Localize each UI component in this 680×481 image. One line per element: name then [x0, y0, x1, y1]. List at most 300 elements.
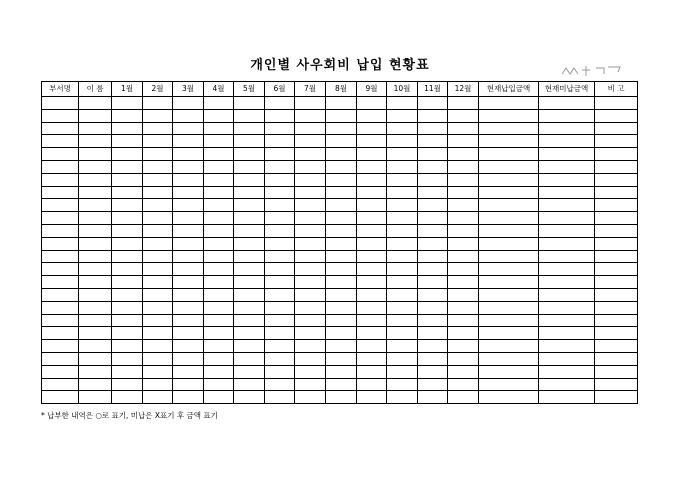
table-cell[interactable]: [479, 160, 539, 173]
table-cell[interactable]: [357, 160, 387, 173]
table-cell[interactable]: [234, 263, 265, 276]
table-cell[interactable]: [112, 199, 143, 212]
table-cell[interactable]: [387, 148, 418, 161]
table-cell[interactable]: [234, 314, 265, 327]
table-cell[interactable]: [173, 199, 204, 212]
table-cell[interactable]: [112, 148, 143, 161]
table-cell[interactable]: [539, 199, 595, 212]
table-cell[interactable]: [326, 365, 357, 378]
table-cell[interactable]: [418, 122, 448, 135]
table-cell[interactable]: [173, 327, 204, 340]
table-cell[interactable]: [204, 365, 234, 378]
table-cell[interactable]: [79, 250, 112, 263]
table-cell[interactable]: [595, 135, 638, 148]
table-cell[interactable]: [204, 276, 234, 289]
table-cell[interactable]: [234, 186, 265, 199]
table-cell[interactable]: [295, 237, 326, 250]
table-cell[interactable]: [418, 301, 448, 314]
table-cell[interactable]: [112, 288, 143, 301]
table-cell[interactable]: [79, 148, 112, 161]
table-cell[interactable]: [204, 135, 234, 148]
table-cell[interactable]: [479, 135, 539, 148]
table-cell[interactable]: [295, 301, 326, 314]
table-cell[interactable]: [539, 263, 595, 276]
table-cell[interactable]: [357, 224, 387, 237]
table-cell[interactable]: [79, 212, 112, 225]
table-cell[interactable]: [595, 224, 638, 237]
table-cell[interactable]: [448, 199, 479, 212]
table-cell[interactable]: [204, 186, 234, 199]
table-cell[interactable]: [295, 276, 326, 289]
table-cell[interactable]: [448, 109, 479, 122]
table-cell[interactable]: [326, 276, 357, 289]
table-cell[interactable]: [357, 135, 387, 148]
table-cell[interactable]: [387, 327, 418, 340]
table-cell[interactable]: [42, 263, 79, 276]
table-cell[interactable]: [42, 186, 79, 199]
table-cell[interactable]: [418, 97, 448, 110]
table-cell[interactable]: [42, 97, 79, 110]
table-cell[interactable]: [204, 314, 234, 327]
table-cell[interactable]: [539, 327, 595, 340]
table-cell[interactable]: [479, 148, 539, 161]
table-cell[interactable]: [79, 160, 112, 173]
table-cell[interactable]: [173, 109, 204, 122]
table-cell[interactable]: [448, 212, 479, 225]
table-cell[interactable]: [204, 148, 234, 161]
table-cell[interactable]: [418, 199, 448, 212]
table-cell[interactable]: [448, 97, 479, 110]
table-cell[interactable]: [112, 135, 143, 148]
table-cell[interactable]: [234, 250, 265, 263]
table-cell[interactable]: [265, 288, 295, 301]
table-cell[interactable]: [595, 365, 638, 378]
table-cell[interactable]: [79, 365, 112, 378]
table-cell[interactable]: [234, 199, 265, 212]
table-cell[interactable]: [112, 237, 143, 250]
table-cell[interactable]: [357, 97, 387, 110]
table-cell[interactable]: [539, 97, 595, 110]
table-cell[interactable]: [265, 122, 295, 135]
table-cell[interactable]: [479, 173, 539, 186]
table-cell[interactable]: [479, 340, 539, 353]
table-cell[interactable]: [295, 135, 326, 148]
table-cell[interactable]: [418, 391, 448, 404]
table-cell[interactable]: [204, 173, 234, 186]
table-cell[interactable]: [479, 314, 539, 327]
table-cell[interactable]: [143, 109, 173, 122]
table-cell[interactable]: [595, 340, 638, 353]
table-cell[interactable]: [479, 391, 539, 404]
table-cell[interactable]: [595, 250, 638, 263]
table-cell[interactable]: [204, 237, 234, 250]
table-cell[interactable]: [595, 288, 638, 301]
table-cell[interactable]: [326, 288, 357, 301]
table-cell[interactable]: [539, 352, 595, 365]
table-cell[interactable]: [173, 135, 204, 148]
table-cell[interactable]: [295, 186, 326, 199]
table-cell[interactable]: [173, 301, 204, 314]
table-cell[interactable]: [143, 276, 173, 289]
table-cell[interactable]: [357, 340, 387, 353]
table-cell[interactable]: [42, 391, 79, 404]
table-cell[interactable]: [479, 288, 539, 301]
table-cell[interactable]: [595, 314, 638, 327]
table-cell[interactable]: [387, 378, 418, 391]
table-cell[interactable]: [387, 263, 418, 276]
table-cell[interactable]: [539, 276, 595, 289]
table-cell[interactable]: [448, 301, 479, 314]
table-cell[interactable]: [173, 391, 204, 404]
table-cell[interactable]: [387, 122, 418, 135]
table-cell[interactable]: [42, 301, 79, 314]
table-cell[interactable]: [448, 314, 479, 327]
table-cell[interactable]: [112, 250, 143, 263]
table-cell[interactable]: [387, 173, 418, 186]
table-cell[interactable]: [387, 135, 418, 148]
table-cell[interactable]: [204, 160, 234, 173]
table-cell[interactable]: [448, 250, 479, 263]
table-cell[interactable]: [112, 391, 143, 404]
table-cell[interactable]: [79, 288, 112, 301]
table-cell[interactable]: [595, 276, 638, 289]
table-cell[interactable]: [448, 160, 479, 173]
table-cell[interactable]: [357, 173, 387, 186]
table-cell[interactable]: [539, 340, 595, 353]
table-cell[interactable]: [448, 340, 479, 353]
table-cell[interactable]: [418, 224, 448, 237]
table-cell[interactable]: [295, 378, 326, 391]
table-cell[interactable]: [79, 109, 112, 122]
table-cell[interactable]: [112, 276, 143, 289]
table-cell[interactable]: [143, 122, 173, 135]
table-cell[interactable]: [595, 160, 638, 173]
table-cell[interactable]: [173, 276, 204, 289]
table-cell[interactable]: [173, 378, 204, 391]
table-cell[interactable]: [112, 340, 143, 353]
table-cell[interactable]: [357, 148, 387, 161]
table-cell[interactable]: [234, 212, 265, 225]
table-cell[interactable]: [418, 160, 448, 173]
table-cell[interactable]: [143, 186, 173, 199]
table-cell[interactable]: [173, 365, 204, 378]
table-cell[interactable]: [295, 340, 326, 353]
table-cell[interactable]: [326, 212, 357, 225]
table-cell[interactable]: [143, 327, 173, 340]
table-cell[interactable]: [387, 340, 418, 353]
table-cell[interactable]: [265, 148, 295, 161]
table-cell[interactable]: [234, 173, 265, 186]
table-cell[interactable]: [79, 263, 112, 276]
table-cell[interactable]: [295, 263, 326, 276]
table-cell[interactable]: [112, 352, 143, 365]
table-cell[interactable]: [479, 263, 539, 276]
table-cell[interactable]: [387, 250, 418, 263]
table-cell[interactable]: [112, 224, 143, 237]
table-cell[interactable]: [539, 186, 595, 199]
table-cell[interactable]: [539, 237, 595, 250]
table-cell[interactable]: [479, 365, 539, 378]
table-cell[interactable]: [326, 250, 357, 263]
table-cell[interactable]: [234, 378, 265, 391]
table-cell[interactable]: [143, 160, 173, 173]
table-cell[interactable]: [595, 122, 638, 135]
table-cell[interactable]: [143, 148, 173, 161]
table-cell[interactable]: [79, 276, 112, 289]
table-cell[interactable]: [173, 173, 204, 186]
table-cell[interactable]: [479, 122, 539, 135]
table-cell[interactable]: [265, 135, 295, 148]
table-cell[interactable]: [418, 276, 448, 289]
table-cell[interactable]: [234, 340, 265, 353]
table-cell[interactable]: [112, 173, 143, 186]
table-cell[interactable]: [448, 327, 479, 340]
table-cell[interactable]: [357, 212, 387, 225]
table-cell[interactable]: [112, 314, 143, 327]
table-cell[interactable]: [418, 186, 448, 199]
table-cell[interactable]: [79, 135, 112, 148]
table-cell[interactable]: [295, 173, 326, 186]
table-cell[interactable]: [42, 288, 79, 301]
table-cell[interactable]: [479, 186, 539, 199]
table-cell[interactable]: [143, 391, 173, 404]
table-cell[interactable]: [326, 199, 357, 212]
table-cell[interactable]: [448, 186, 479, 199]
table-cell[interactable]: [357, 122, 387, 135]
table-cell[interactable]: [479, 97, 539, 110]
table-cell[interactable]: [448, 122, 479, 135]
table-cell[interactable]: [326, 340, 357, 353]
table-cell[interactable]: [42, 148, 79, 161]
table-cell[interactable]: [387, 109, 418, 122]
table-cell[interactable]: [265, 250, 295, 263]
table-cell[interactable]: [204, 391, 234, 404]
table-cell[interactable]: [595, 186, 638, 199]
table-cell[interactable]: [418, 212, 448, 225]
table-cell[interactable]: [479, 301, 539, 314]
table-cell[interactable]: [539, 109, 595, 122]
table-cell[interactable]: [295, 327, 326, 340]
table-cell[interactable]: [326, 263, 357, 276]
table-cell[interactable]: [357, 288, 387, 301]
table-cell[interactable]: [595, 352, 638, 365]
table-cell[interactable]: [112, 378, 143, 391]
table-cell[interactable]: [357, 276, 387, 289]
table-cell[interactable]: [295, 148, 326, 161]
table-cell[interactable]: [539, 173, 595, 186]
table-cell[interactable]: [479, 199, 539, 212]
table-cell[interactable]: [204, 97, 234, 110]
table-cell[interactable]: [448, 263, 479, 276]
table-cell[interactable]: [387, 186, 418, 199]
table-cell[interactable]: [265, 173, 295, 186]
table-cell[interactable]: [448, 288, 479, 301]
table-cell[interactable]: [234, 224, 265, 237]
table-cell[interactable]: [295, 224, 326, 237]
table-cell[interactable]: [79, 301, 112, 314]
table-cell[interactable]: [234, 122, 265, 135]
table-cell[interactable]: [295, 352, 326, 365]
table-cell[interactable]: [42, 276, 79, 289]
table-cell[interactable]: [204, 224, 234, 237]
table-cell[interactable]: [387, 224, 418, 237]
table-cell[interactable]: [418, 250, 448, 263]
table-cell[interactable]: [234, 109, 265, 122]
table-cell[interactable]: [539, 365, 595, 378]
table-cell[interactable]: [173, 212, 204, 225]
table-cell[interactable]: [42, 224, 79, 237]
table-cell[interactable]: [234, 276, 265, 289]
table-cell[interactable]: [42, 378, 79, 391]
table-cell[interactable]: [326, 237, 357, 250]
table-cell[interactable]: [295, 365, 326, 378]
table-cell[interactable]: [42, 122, 79, 135]
table-cell[interactable]: [265, 378, 295, 391]
table-cell[interactable]: [79, 186, 112, 199]
table-cell[interactable]: [387, 97, 418, 110]
table-cell[interactable]: [79, 327, 112, 340]
table-cell[interactable]: [448, 224, 479, 237]
table-cell[interactable]: [295, 212, 326, 225]
table-cell[interactable]: [357, 352, 387, 365]
table-cell[interactable]: [448, 276, 479, 289]
table-cell[interactable]: [326, 186, 357, 199]
table-cell[interactable]: [539, 135, 595, 148]
table-cell[interactable]: [265, 365, 295, 378]
table-cell[interactable]: [173, 340, 204, 353]
table-cell[interactable]: [234, 352, 265, 365]
table-cell[interactable]: [265, 340, 295, 353]
table-cell[interactable]: [79, 391, 112, 404]
table-cell[interactable]: [204, 378, 234, 391]
table-cell[interactable]: [112, 186, 143, 199]
table-cell[interactable]: [595, 109, 638, 122]
table-cell[interactable]: [418, 365, 448, 378]
table-cell[interactable]: [42, 250, 79, 263]
table-cell[interactable]: [539, 148, 595, 161]
table-cell[interactable]: [295, 97, 326, 110]
table-cell[interactable]: [448, 135, 479, 148]
table-cell[interactable]: [595, 97, 638, 110]
table-cell[interactable]: [79, 122, 112, 135]
table-cell[interactable]: [326, 378, 357, 391]
table-cell[interactable]: [265, 301, 295, 314]
table-cell[interactable]: [265, 160, 295, 173]
table-cell[interactable]: [143, 288, 173, 301]
table-cell[interactable]: [595, 301, 638, 314]
table-cell[interactable]: [234, 160, 265, 173]
table-cell[interactable]: [418, 173, 448, 186]
table-cell[interactable]: [479, 276, 539, 289]
table-cell[interactable]: [448, 391, 479, 404]
table-cell[interactable]: [387, 237, 418, 250]
table-cell[interactable]: [112, 122, 143, 135]
table-cell[interactable]: [204, 109, 234, 122]
table-cell[interactable]: [479, 109, 539, 122]
table-cell[interactable]: [387, 276, 418, 289]
table-cell[interactable]: [595, 148, 638, 161]
table-cell[interactable]: [357, 250, 387, 263]
table-cell[interactable]: [204, 327, 234, 340]
table-cell[interactable]: [418, 314, 448, 327]
table-cell[interactable]: [79, 237, 112, 250]
table-cell[interactable]: [173, 263, 204, 276]
table-cell[interactable]: [143, 212, 173, 225]
table-cell[interactable]: [112, 365, 143, 378]
table-cell[interactable]: [79, 199, 112, 212]
table-cell[interactable]: [326, 97, 357, 110]
table-cell[interactable]: [234, 365, 265, 378]
table-cell[interactable]: [539, 301, 595, 314]
table-cell[interactable]: [387, 352, 418, 365]
table-cell[interactable]: [265, 224, 295, 237]
table-cell[interactable]: [143, 250, 173, 263]
table-cell[interactable]: [539, 250, 595, 263]
table-cell[interactable]: [418, 378, 448, 391]
table-cell[interactable]: [265, 199, 295, 212]
table-cell[interactable]: [357, 186, 387, 199]
table-cell[interactable]: [479, 378, 539, 391]
table-cell[interactable]: [448, 352, 479, 365]
table-cell[interactable]: [265, 327, 295, 340]
table-cell[interactable]: [42, 314, 79, 327]
table-cell[interactable]: [418, 135, 448, 148]
table-cell[interactable]: [357, 263, 387, 276]
table-cell[interactable]: [595, 212, 638, 225]
table-cell[interactable]: [539, 212, 595, 225]
table-cell[interactable]: [357, 109, 387, 122]
table-cell[interactable]: [418, 109, 448, 122]
table-cell[interactable]: [204, 122, 234, 135]
table-cell[interactable]: [539, 314, 595, 327]
table-cell[interactable]: [357, 199, 387, 212]
table-cell[interactable]: [387, 212, 418, 225]
table-cell[interactable]: [173, 314, 204, 327]
table-cell[interactable]: [143, 340, 173, 353]
table-cell[interactable]: [357, 391, 387, 404]
table-cell[interactable]: [204, 288, 234, 301]
table-cell[interactable]: [42, 340, 79, 353]
table-cell[interactable]: [42, 212, 79, 225]
table-cell[interactable]: [42, 109, 79, 122]
table-cell[interactable]: [79, 224, 112, 237]
table-cell[interactable]: [595, 173, 638, 186]
table-cell[interactable]: [265, 391, 295, 404]
table-cell[interactable]: [539, 288, 595, 301]
table-cell[interactable]: [79, 378, 112, 391]
table-cell[interactable]: [448, 365, 479, 378]
table-cell[interactable]: [295, 250, 326, 263]
table-cell[interactable]: [173, 122, 204, 135]
table-cell[interactable]: [479, 212, 539, 225]
table-cell[interactable]: [79, 314, 112, 327]
table-cell[interactable]: [42, 327, 79, 340]
table-cell[interactable]: [295, 109, 326, 122]
table-cell[interactable]: [234, 97, 265, 110]
table-cell[interactable]: [326, 148, 357, 161]
table-cell[interactable]: [112, 160, 143, 173]
table-cell[interactable]: [143, 263, 173, 276]
table-cell[interactable]: [143, 135, 173, 148]
table-cell[interactable]: [326, 173, 357, 186]
table-cell[interactable]: [112, 212, 143, 225]
table-cell[interactable]: [79, 173, 112, 186]
table-cell[interactable]: [234, 327, 265, 340]
table-cell[interactable]: [204, 250, 234, 263]
table-cell[interactable]: [418, 288, 448, 301]
table-cell[interactable]: [357, 237, 387, 250]
table-cell[interactable]: [265, 186, 295, 199]
